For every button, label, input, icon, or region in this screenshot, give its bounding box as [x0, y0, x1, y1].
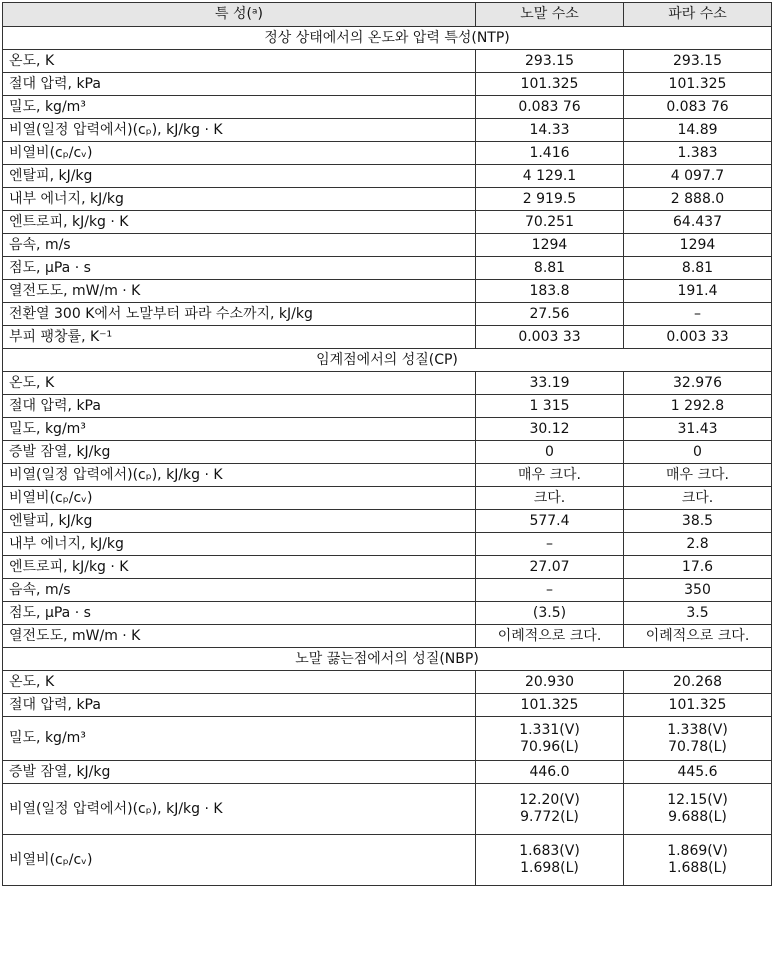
- normal-value-cell: [476, 671, 624, 694]
- property-cell: 온도, K: [3, 671, 476, 694]
- normal-value-cell: [476, 395, 624, 418]
- normal-value-cell: [476, 142, 624, 165]
- normal-value-cell: [476, 835, 624, 886]
- section-header-row: [3, 349, 772, 372]
- table-row: [3, 188, 772, 211]
- value-line: 33.19: [529, 374, 570, 391]
- para-value-cell: [624, 165, 772, 188]
- property-cell: 온도, K: [3, 50, 476, 73]
- normal-value-cell: [476, 510, 624, 533]
- value-line: 293.15: [525, 52, 574, 69]
- property-cell: 비열비(cₚ/cᵥ): [3, 835, 476, 886]
- property-cell: 엔트로피, kJ/kg · K: [3, 556, 476, 579]
- value-line: 101.325: [668, 696, 727, 713]
- header-normal-hydrogen: 노말 수소: [476, 3, 624, 27]
- property-cell: 밀도, kg/m³: [3, 418, 476, 441]
- table-row: [3, 165, 772, 188]
- header-property: 특 성(ᵃ): [3, 3, 476, 27]
- para-value-cell: [624, 211, 772, 234]
- value-line: 0.003 33: [518, 328, 581, 345]
- table-body: [3, 27, 772, 886]
- property-cell: 비열(일정 압력에서)(cₚ), kJ/kg · K: [3, 784, 476, 835]
- value-line: 1 292.8: [670, 397, 725, 414]
- para-value-cell: [624, 761, 772, 784]
- value-line: 크다.: [681, 489, 714, 506]
- normal-value-cell: [476, 717, 624, 761]
- table-row: [3, 119, 772, 142]
- value-line: 8.81: [681, 259, 714, 276]
- value-line: 1 315: [529, 397, 570, 414]
- table-row: [3, 50, 772, 73]
- table-row: [3, 464, 772, 487]
- normal-value-cell: [476, 211, 624, 234]
- value-line: 8.81: [533, 259, 566, 276]
- value-line: 101.325: [520, 75, 579, 92]
- value-line: 0.083 76: [666, 98, 729, 115]
- value-line: 1.338(V): [667, 721, 728, 738]
- property-cell: 비열비(cₚ/cᵥ): [3, 487, 476, 510]
- table-row: [3, 372, 772, 395]
- value-line: 1.383: [677, 144, 718, 161]
- normal-value-cell: [476, 602, 624, 625]
- property-cell: 부피 팽창률, K⁻¹: [3, 326, 476, 349]
- value-line: 2 888.0: [670, 190, 725, 207]
- value-line: 350: [684, 581, 711, 598]
- value-line: 1.683(V): [519, 843, 580, 859]
- para-value-cell: [624, 694, 772, 717]
- property-cell: 엔트로피, kJ/kg · K: [3, 211, 476, 234]
- para-value-cell: [624, 119, 772, 142]
- value-line: 0: [545, 443, 554, 460]
- normal-value-cell: [476, 556, 624, 579]
- para-value-cell: [624, 303, 772, 326]
- normal-value-cell: [476, 694, 624, 717]
- value-line: –: [546, 535, 553, 552]
- property-cell: 전환열 300 K에서 노말부터 파라 수소까지, kJ/kg: [3, 303, 476, 326]
- value-line: 101.325: [520, 696, 579, 713]
- normal-value-cell: [476, 579, 624, 602]
- value-line: 크다.: [533, 489, 566, 506]
- property-cell: 엔탈피, kJ/kg: [3, 510, 476, 533]
- table-row: [3, 326, 772, 349]
- para-value-cell: [624, 441, 772, 464]
- para-value-cell: [624, 556, 772, 579]
- property-cell: 열전도도, mW/m · K: [3, 280, 476, 303]
- table-row: [3, 211, 772, 234]
- value-line: 70.78(L): [668, 738, 727, 755]
- para-value-cell: [624, 579, 772, 602]
- normal-value-cell: [476, 441, 624, 464]
- table-row: [3, 579, 772, 602]
- table-row: [3, 395, 772, 418]
- value-line: 445.6: [677, 763, 718, 780]
- value-line: 70.96(L): [520, 738, 579, 755]
- value-line: 1294: [531, 236, 568, 253]
- value-line: 매우 크다.: [518, 466, 581, 483]
- para-value-cell: [624, 835, 772, 886]
- normal-value-cell: [476, 257, 624, 280]
- value-line: 1.416: [529, 144, 570, 161]
- value-line: 9.772(L): [520, 809, 579, 825]
- value-line: 이례적으로 크다.: [497, 627, 602, 644]
- value-line: 0.083 76: [518, 98, 581, 115]
- para-value-cell: [624, 73, 772, 96]
- property-cell: 온도, K: [3, 372, 476, 395]
- property-cell: 절대 압력, kPa: [3, 73, 476, 96]
- table-row: [3, 625, 772, 648]
- table-row: [3, 96, 772, 119]
- normal-value-cell: [476, 372, 624, 395]
- para-value-cell: [624, 602, 772, 625]
- property-cell: 밀도, kg/m³: [3, 96, 476, 119]
- section-title: 정상 상태에서의 온도와 압력 특성(NTP): [3, 27, 772, 50]
- value-line: 27.56: [529, 305, 570, 322]
- value-line: 2 919.5: [522, 190, 577, 207]
- value-line: 30.12: [529, 420, 570, 437]
- para-value-cell: [624, 96, 772, 119]
- property-cell: 밀도, kg/m³: [3, 717, 476, 761]
- table-row: [3, 694, 772, 717]
- value-line: 9.688(L): [668, 809, 727, 825]
- para-value-cell: [624, 418, 772, 441]
- table-row: [3, 257, 772, 280]
- value-line: 1.869(V): [667, 843, 728, 859]
- value-line: 446.0: [529, 763, 570, 780]
- value-line: 매우 크다.: [666, 466, 729, 483]
- property-cell: 점도, μPa · s: [3, 602, 476, 625]
- table-row: [3, 73, 772, 96]
- para-value-cell: [624, 326, 772, 349]
- property-cell: 열전도도, mW/m · K: [3, 625, 476, 648]
- value-line: 191.4: [677, 282, 718, 299]
- property-cell: 절대 압력, kPa: [3, 694, 476, 717]
- table-row: [3, 784, 772, 835]
- property-cell: 내부 에너지, kJ/kg: [3, 188, 476, 211]
- table-row: [3, 303, 772, 326]
- property-cell: 증발 잠열, kJ/kg: [3, 441, 476, 464]
- normal-value-cell: [476, 761, 624, 784]
- para-value-cell: [624, 50, 772, 73]
- value-line: (3.5): [532, 604, 567, 621]
- table-row: [3, 533, 772, 556]
- normal-value-cell: [476, 280, 624, 303]
- para-value-cell: [624, 533, 772, 556]
- value-line: 3.5: [686, 604, 709, 621]
- value-line: 14.33: [529, 121, 570, 138]
- table-row: [3, 280, 772, 303]
- property-cell: 비열(일정 압력에서)(cₚ), kJ/kg · K: [3, 464, 476, 487]
- para-value-cell: [624, 784, 772, 835]
- value-line: 4 097.7: [670, 167, 725, 184]
- property-cell: 비열(일정 압력에서)(cₚ), kJ/kg · K: [3, 119, 476, 142]
- para-value-cell: [624, 280, 772, 303]
- value-line: 32.976: [673, 374, 722, 391]
- value-line: 183.8: [529, 282, 570, 299]
- value-line: 12.20(V): [519, 792, 580, 808]
- property-cell: 음속, m/s: [3, 579, 476, 602]
- value-line: 4 129.1: [522, 167, 577, 184]
- normal-value-cell: [476, 50, 624, 73]
- table-row: [3, 835, 772, 886]
- para-value-cell: [624, 257, 772, 280]
- value-line: 1.331(V): [519, 721, 580, 738]
- value-line: 0: [693, 443, 702, 460]
- normal-value-cell: [476, 326, 624, 349]
- property-cell: 증발 잠열, kJ/kg: [3, 761, 476, 784]
- normal-value-cell: [476, 234, 624, 257]
- table-row: [3, 556, 772, 579]
- table-row: [3, 487, 772, 510]
- normal-value-cell: [476, 464, 624, 487]
- table-row: [3, 602, 772, 625]
- table-row: [3, 761, 772, 784]
- table-row: [3, 142, 772, 165]
- property-cell: 점도, μPa · s: [3, 257, 476, 280]
- value-line: 293.15: [673, 52, 722, 69]
- normal-value-cell: [476, 96, 624, 119]
- value-line: 2.8: [686, 535, 709, 552]
- para-value-cell: [624, 625, 772, 648]
- table-row: [3, 717, 772, 761]
- table-row: [3, 671, 772, 694]
- property-cell: 비열비(cₚ/cᵥ): [3, 142, 476, 165]
- value-line: 64.437: [673, 213, 722, 230]
- property-cell: 엔탈피, kJ/kg: [3, 165, 476, 188]
- para-value-cell: [624, 464, 772, 487]
- property-cell: 내부 에너지, kJ/kg: [3, 533, 476, 556]
- value-line: 27.07: [529, 558, 570, 575]
- property-cell: 절대 압력, kPa: [3, 395, 476, 418]
- value-line: 이례적으로 크다.: [645, 627, 750, 644]
- section-title: 임계점에서의 성질(CP): [3, 349, 772, 372]
- normal-value-cell: [476, 418, 624, 441]
- value-line: 20.930: [525, 673, 574, 690]
- value-line: –: [546, 581, 553, 598]
- normal-value-cell: [476, 73, 624, 96]
- normal-value-cell: [476, 165, 624, 188]
- para-value-cell: [624, 671, 772, 694]
- table-row: [3, 234, 772, 257]
- value-line: 38.5: [681, 512, 714, 529]
- hydrogen-properties-table: [2, 2, 772, 886]
- value-line: 1.688(L): [668, 860, 727, 876]
- value-line: 1294: [679, 236, 716, 253]
- value-line: 14.89: [677, 121, 718, 138]
- table-row: [3, 418, 772, 441]
- normal-value-cell: [476, 303, 624, 326]
- table-row: [3, 441, 772, 464]
- value-line: 577.4: [529, 512, 570, 529]
- para-value-cell: [624, 142, 772, 165]
- section-header-row: [3, 27, 772, 50]
- para-value-cell: [624, 510, 772, 533]
- value-line: 1.698(L): [520, 860, 579, 876]
- header-row: [3, 3, 772, 27]
- value-line: 17.6: [681, 558, 714, 575]
- table-row: [3, 510, 772, 533]
- property-cell: 음속, m/s: [3, 234, 476, 257]
- para-value-cell: [624, 717, 772, 761]
- section-header-row: [3, 648, 772, 671]
- normal-value-cell: [476, 533, 624, 556]
- para-value-cell: [624, 487, 772, 510]
- para-value-cell: [624, 234, 772, 257]
- normal-value-cell: [476, 188, 624, 211]
- normal-value-cell: [476, 119, 624, 142]
- value-line: 20.268: [673, 673, 722, 690]
- value-line: 12.15(V): [667, 792, 728, 808]
- para-value-cell: [624, 395, 772, 418]
- value-line: 0.003 33: [666, 328, 729, 345]
- section-title: 노말 끓는점에서의 성질(NBP): [3, 648, 772, 671]
- normal-value-cell: [476, 487, 624, 510]
- normal-value-cell: [476, 625, 624, 648]
- value-line: –: [694, 305, 701, 322]
- para-value-cell: [624, 372, 772, 395]
- header-para-hydrogen: 파라 수소: [624, 3, 772, 27]
- value-line: 70.251: [525, 213, 574, 230]
- value-line: 31.43: [677, 420, 718, 437]
- normal-value-cell: [476, 784, 624, 835]
- value-line: 101.325: [668, 75, 727, 92]
- para-value-cell: [624, 188, 772, 211]
